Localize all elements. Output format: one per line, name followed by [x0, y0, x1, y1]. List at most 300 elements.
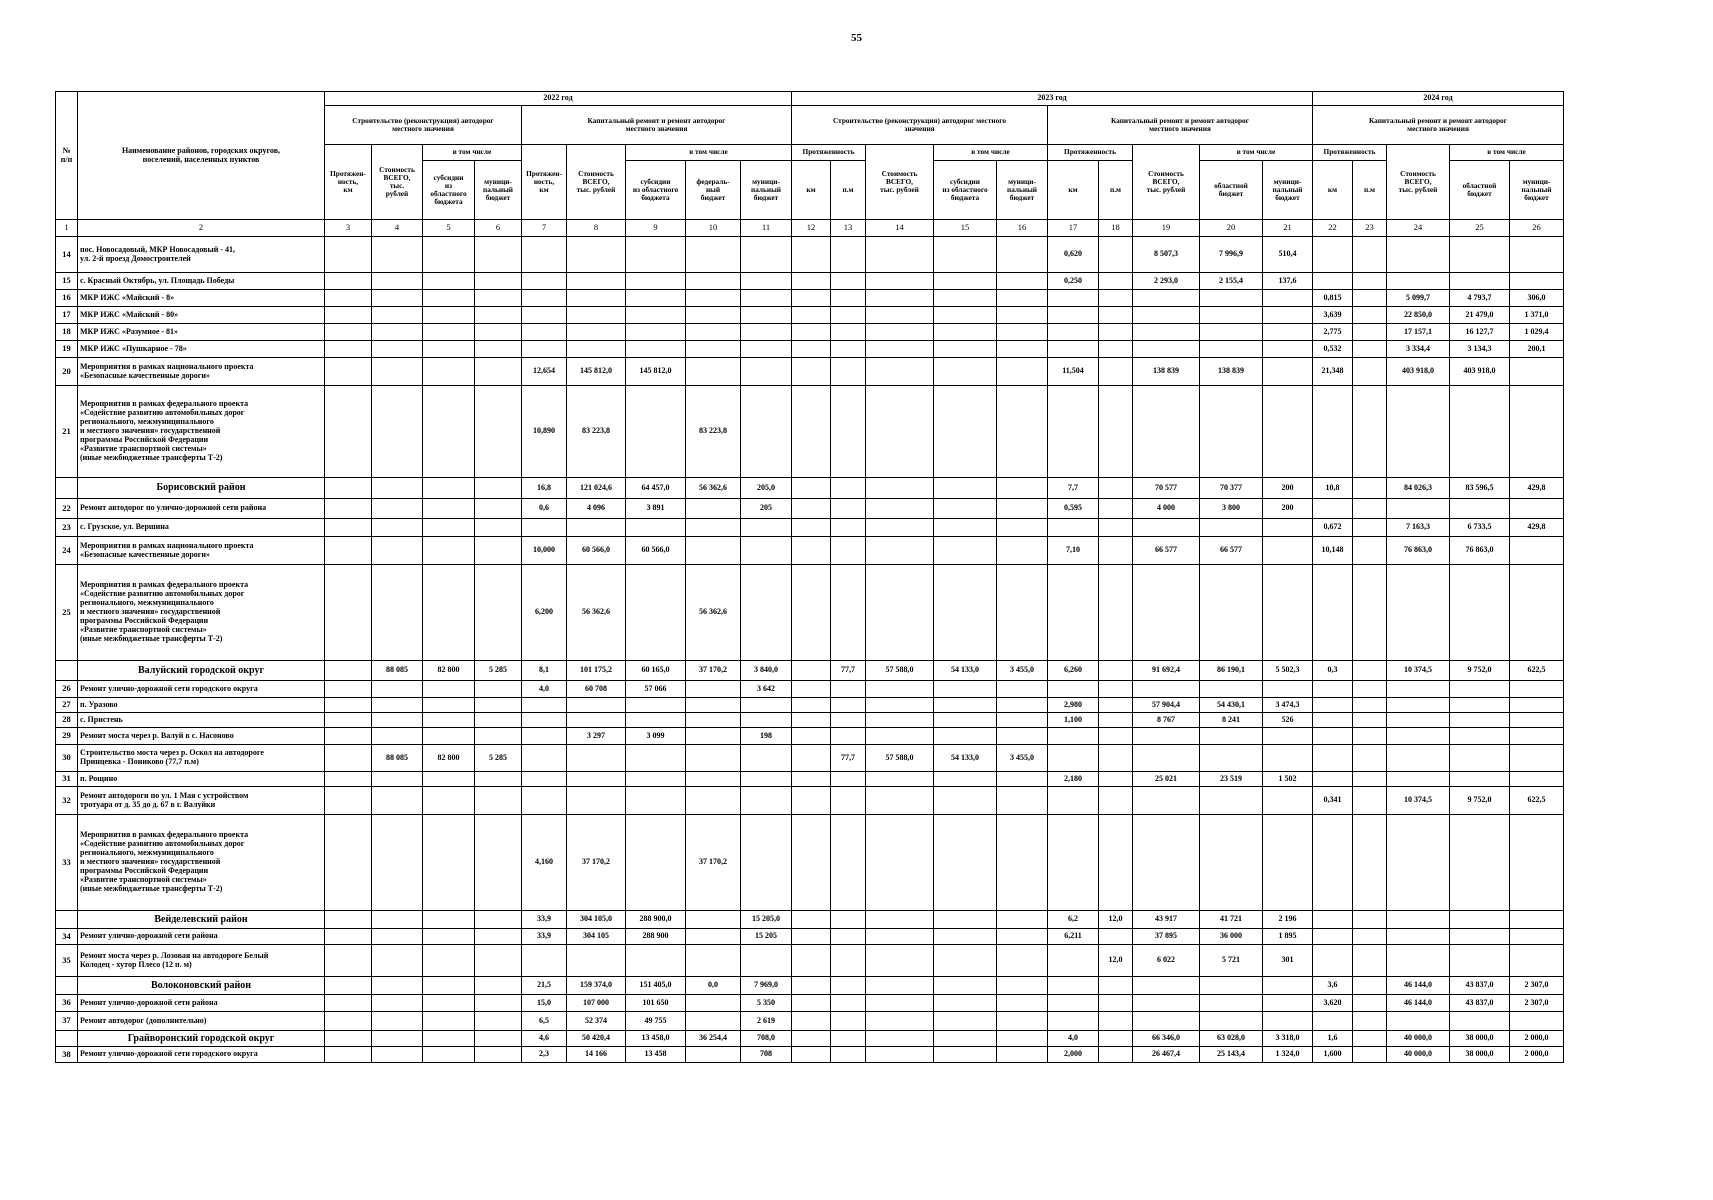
value-cell [1048, 386, 1099, 478]
value-cell [1387, 945, 1450, 977]
column-number: 9 [626, 220, 686, 237]
value-cell [997, 273, 1048, 290]
value-cell: 70 377 [1200, 478, 1263, 499]
value-cell [567, 772, 626, 787]
value-cell [1313, 945, 1353, 977]
value-cell [792, 307, 831, 324]
value-cell [522, 787, 567, 815]
value-cell [325, 307, 372, 324]
value-cell [831, 977, 866, 995]
value-cell [792, 499, 831, 519]
row-number: 27 [56, 698, 78, 713]
value-cell [475, 273, 522, 290]
value-cell [934, 681, 997, 698]
value-cell [1450, 273, 1510, 290]
column-number: 14 [866, 220, 934, 237]
value-cell: 0,672 [1313, 519, 1353, 537]
value-cell [934, 772, 997, 787]
header-in-total: в том числе [423, 145, 522, 161]
value-cell [372, 787, 423, 815]
value-cell [325, 698, 372, 713]
item-name: с. Грузское, ул. Вершина [78, 519, 325, 537]
value-cell [1048, 995, 1099, 1012]
value-cell: 6,211 [1048, 929, 1099, 945]
value-cell [831, 478, 866, 499]
value-cell [423, 713, 475, 728]
value-cell [934, 499, 997, 519]
value-cell [372, 681, 423, 698]
header-km: км [1048, 161, 1099, 220]
header-repair-2022: Капитальный ремонт и ремонт автодорог местного значения [522, 106, 792, 145]
value-cell [1313, 929, 1353, 945]
value-cell [372, 237, 423, 273]
value-cell: 60 566,0 [626, 537, 686, 565]
value-cell [1263, 681, 1313, 698]
value-cell: 6,200 [522, 565, 567, 661]
value-cell [372, 478, 423, 499]
value-cell: 200 [1263, 499, 1313, 519]
value-cell: 3 642 [741, 681, 792, 698]
column-number: 1 [56, 220, 78, 237]
value-cell [1200, 1012, 1263, 1031]
value-cell [475, 237, 522, 273]
value-cell [1353, 681, 1387, 698]
value-cell [792, 681, 831, 698]
value-cell [934, 537, 997, 565]
value-cell [1048, 290, 1099, 307]
value-cell [522, 745, 567, 772]
value-cell [866, 358, 934, 386]
value-cell [997, 386, 1048, 478]
value-cell [934, 341, 997, 358]
value-cell [1450, 772, 1510, 787]
value-cell [325, 537, 372, 565]
column-number: 19 [1133, 220, 1200, 237]
row-number: 24 [56, 537, 78, 565]
value-cell [522, 713, 567, 728]
row-number: 34 [56, 929, 78, 945]
value-cell: 57 904,4 [1133, 698, 1200, 713]
table-row [56, 290, 1564, 307]
value-cell: 37 170,2 [686, 661, 741, 681]
value-cell [325, 273, 372, 290]
value-cell [934, 815, 997, 911]
value-cell [934, 1012, 997, 1031]
value-cell [866, 681, 934, 698]
value-cell: 7 163,3 [1387, 519, 1450, 537]
value-cell [1200, 341, 1263, 358]
value-cell [1133, 1012, 1200, 1031]
header-cost-total: Стоимость ВСЕГО, тыс. рублей [866, 145, 934, 220]
header-length: Протяженность [792, 145, 866, 161]
value-cell [1099, 713, 1133, 728]
value-cell [475, 537, 522, 565]
value-cell: 10,8 [1313, 478, 1353, 499]
value-cell [1450, 698, 1510, 713]
value-cell [1099, 728, 1133, 745]
value-cell: 1,600 [1313, 1047, 1353, 1063]
value-cell: 138 839 [1200, 358, 1263, 386]
item-name: Мероприятия в рамках федерального проекта «Содействие развитию автомобильных дорог регионального, межмуниципального и местного значения» государственной программы Российской Федерации «Развитие транспортной системы» (иные межбюджетные трансферты Т-2) [78, 386, 325, 478]
value-cell [1450, 713, 1510, 728]
value-cell: 429,8 [1510, 519, 1564, 537]
value-cell: 145 812,0 [567, 358, 626, 386]
value-cell [423, 698, 475, 713]
value-cell [567, 945, 626, 977]
value-cell [372, 698, 423, 713]
page-number: 55 [851, 32, 862, 44]
row-number: 38 [56, 1047, 78, 1063]
value-cell [325, 386, 372, 478]
value-cell [372, 358, 423, 386]
table-row [56, 499, 1564, 519]
value-cell [1510, 237, 1564, 273]
value-cell: 2 000,0 [1510, 1047, 1564, 1063]
value-cell [686, 307, 741, 324]
value-cell [1353, 698, 1387, 713]
value-cell [831, 358, 866, 386]
value-cell [831, 290, 866, 307]
item-name: Ремонт автодорог (дополнительно) [78, 1012, 325, 1031]
value-cell [831, 772, 866, 787]
value-cell [423, 537, 475, 565]
value-cell [1387, 273, 1450, 290]
value-cell [997, 945, 1048, 977]
value-cell [1048, 728, 1099, 745]
header-pm: п.м [1099, 161, 1133, 220]
value-cell [997, 237, 1048, 273]
header-municipal: муници- пальный бюджет [741, 161, 792, 220]
value-cell [1099, 290, 1133, 307]
value-cell [325, 945, 372, 977]
value-cell [1313, 698, 1353, 713]
value-cell [1133, 341, 1200, 358]
value-cell: 7,7 [1048, 478, 1099, 499]
value-cell [372, 537, 423, 565]
value-cell: 3,6 [1313, 977, 1353, 995]
row-number: 35 [56, 945, 78, 977]
value-cell [934, 290, 997, 307]
value-cell [325, 341, 372, 358]
value-cell: 3,620 [1313, 995, 1353, 1012]
value-cell [831, 929, 866, 945]
value-cell [1099, 565, 1133, 661]
value-cell: 13 458 [626, 1047, 686, 1063]
value-cell [997, 358, 1048, 386]
value-cell [1313, 1012, 1353, 1031]
value-cell [934, 519, 997, 537]
value-cell [831, 681, 866, 698]
value-cell [997, 290, 1048, 307]
table-row [56, 713, 1564, 728]
table-row [56, 565, 1564, 661]
value-cell [997, 698, 1048, 713]
value-cell [1200, 519, 1263, 537]
value-cell [372, 929, 423, 945]
value-cell [997, 1012, 1048, 1031]
value-cell: 88 085 [372, 661, 423, 681]
value-cell [1099, 519, 1133, 537]
value-cell [475, 911, 522, 929]
item-name: МКР ИЖС «Майский - 80» [78, 307, 325, 324]
value-cell: 57 588,0 [866, 745, 934, 772]
value-cell [831, 1047, 866, 1063]
district-row [56, 478, 1564, 499]
value-cell [567, 324, 626, 341]
value-cell [1133, 977, 1200, 995]
value-cell [686, 772, 741, 787]
value-cell [1450, 728, 1510, 745]
value-cell [372, 386, 423, 478]
value-cell: 56 362,6 [567, 565, 626, 661]
value-cell [1353, 728, 1387, 745]
value-cell [1099, 341, 1133, 358]
value-cell: 36 000 [1200, 929, 1263, 945]
value-cell [1450, 929, 1510, 945]
value-cell [1099, 1012, 1133, 1031]
value-cell: 76 863,0 [1450, 537, 1510, 565]
value-cell [522, 772, 567, 787]
value-cell [831, 911, 866, 929]
value-cell [423, 290, 475, 307]
value-cell [325, 358, 372, 386]
value-cell [1263, 537, 1313, 565]
value-cell [325, 815, 372, 911]
value-cell [866, 1031, 934, 1047]
row-number: 20 [56, 358, 78, 386]
column-number: 16 [997, 220, 1048, 237]
value-cell [423, 307, 475, 324]
value-cell: 10 374,5 [1387, 787, 1450, 815]
value-cell [741, 537, 792, 565]
value-cell [522, 945, 567, 977]
value-cell [1387, 772, 1450, 787]
header-federal: федераль- ный бюджет [686, 161, 741, 220]
value-cell [792, 772, 831, 787]
value-cell: 1 895 [1263, 929, 1313, 945]
value-cell [934, 977, 997, 995]
value-cell [522, 728, 567, 745]
value-cell [866, 815, 934, 911]
column-number: 10 [686, 220, 741, 237]
value-cell [1510, 698, 1564, 713]
district-name: Валуйский городской округ [78, 661, 325, 681]
value-cell [475, 478, 522, 499]
value-cell: 6 022 [1133, 945, 1200, 977]
value-cell [1353, 386, 1387, 478]
value-cell [934, 713, 997, 728]
value-cell [1353, 945, 1387, 977]
value-cell [325, 911, 372, 929]
header-municipal: муници- пальный бюджет [475, 161, 522, 220]
column-number: 25 [1450, 220, 1510, 237]
header-repair-2024: Капитальный ремонт и ремонт автодорог местного значения [1313, 106, 1564, 145]
column-number: 22 [1313, 220, 1353, 237]
value-cell: 3 474,3 [1263, 698, 1313, 713]
value-cell [1387, 386, 1450, 478]
column-number: 8 [567, 220, 626, 237]
value-cell [1510, 728, 1564, 745]
value-cell: 60 165,0 [626, 661, 686, 681]
value-cell: 622,5 [1510, 787, 1564, 815]
value-cell [934, 911, 997, 929]
value-cell [372, 324, 423, 341]
district-name: Волоконовский район [78, 977, 325, 995]
value-cell [934, 787, 997, 815]
table-row [56, 995, 1564, 1012]
value-cell: 66 346,0 [1133, 1031, 1200, 1047]
table-row [56, 537, 1564, 565]
value-cell: 66 577 [1133, 537, 1200, 565]
value-cell [1387, 929, 1450, 945]
value-cell: 0,0 [686, 977, 741, 995]
value-cell [522, 307, 567, 324]
value-cell: 16,8 [522, 478, 567, 499]
value-cell: 3 334,4 [1387, 341, 1450, 358]
value-cell [567, 307, 626, 324]
value-cell [997, 772, 1048, 787]
value-cell: 7 969,0 [741, 977, 792, 995]
value-cell [686, 787, 741, 815]
value-cell [831, 945, 866, 977]
value-cell: 9 752,0 [1450, 661, 1510, 681]
value-cell [423, 728, 475, 745]
value-cell: 60 566,0 [567, 537, 626, 565]
value-cell [1353, 1031, 1387, 1047]
value-cell: 1 371,0 [1510, 307, 1564, 324]
value-cell: 76 863,0 [1387, 537, 1450, 565]
value-cell [1313, 745, 1353, 772]
value-cell [1510, 681, 1564, 698]
value-cell: 2 196 [1263, 911, 1313, 929]
value-cell [1200, 815, 1263, 911]
value-cell [934, 698, 997, 713]
value-cell [792, 478, 831, 499]
value-cell [1353, 519, 1387, 537]
row-number [56, 478, 78, 499]
value-cell: 151 405,0 [626, 977, 686, 995]
row-number: 33 [56, 815, 78, 911]
value-cell [567, 273, 626, 290]
value-cell [626, 772, 686, 787]
value-cell [831, 341, 866, 358]
item-name: Ремонт моста через р. Валуй в с. Насоново [78, 728, 325, 745]
value-cell [372, 1047, 423, 1063]
value-cell [792, 537, 831, 565]
value-cell [423, 945, 475, 977]
value-cell [1099, 815, 1133, 911]
value-cell: 8,1 [522, 661, 567, 681]
value-cell: 46 144,0 [1387, 977, 1450, 995]
value-cell [1263, 977, 1313, 995]
value-cell: 91 692,4 [1133, 661, 1200, 681]
value-cell: 37 170,2 [686, 815, 741, 911]
value-cell [626, 341, 686, 358]
value-cell [475, 519, 522, 537]
value-cell [325, 713, 372, 728]
value-cell: 2,180 [1048, 772, 1099, 787]
value-cell [423, 815, 475, 911]
value-cell [866, 911, 934, 929]
value-cell [686, 537, 741, 565]
value-cell [325, 661, 372, 681]
value-cell [1353, 290, 1387, 307]
value-cell [934, 386, 997, 478]
value-cell: 138 839 [1133, 358, 1200, 386]
value-cell: 56 362,6 [686, 478, 741, 499]
value-cell [934, 237, 997, 273]
value-cell [686, 995, 741, 1012]
value-cell [792, 358, 831, 386]
value-cell: 1 502 [1263, 772, 1313, 787]
value-cell [866, 324, 934, 341]
value-cell [1200, 745, 1263, 772]
table-row [56, 237, 1564, 273]
value-cell: 2 307,0 [1510, 977, 1564, 995]
value-cell [831, 565, 866, 661]
value-cell: 288 900 [626, 929, 686, 945]
value-cell [831, 237, 866, 273]
value-cell [1200, 977, 1263, 995]
value-cell: 56 362,6 [686, 565, 741, 661]
value-cell [475, 358, 522, 386]
value-cell [423, 911, 475, 929]
value-cell [325, 745, 372, 772]
road-works-table-container [55, 91, 1564, 1063]
value-cell [1353, 358, 1387, 386]
value-cell: 1 324,0 [1263, 1047, 1313, 1063]
value-cell [1133, 787, 1200, 815]
header-in-total: в том числе [1200, 145, 1313, 161]
value-cell: 8 767 [1133, 713, 1200, 728]
header-year-2024: 2024 год [1313, 92, 1564, 106]
value-cell [325, 1047, 372, 1063]
value-cell: 10,000 [522, 537, 567, 565]
value-cell [475, 728, 522, 745]
value-cell [372, 911, 423, 929]
value-cell [475, 499, 522, 519]
value-cell [475, 341, 522, 358]
row-number: 14 [56, 237, 78, 273]
value-cell [1099, 745, 1133, 772]
value-cell: 4,0 [1048, 1031, 1099, 1047]
header-in-total: в том числе [626, 145, 792, 161]
value-cell [997, 911, 1048, 929]
value-cell: 22 850,0 [1387, 307, 1450, 324]
value-cell [1450, 1012, 1510, 1031]
value-cell: 12,0 [1099, 945, 1133, 977]
value-cell [372, 815, 423, 911]
table-row [56, 929, 1564, 945]
value-cell: 16 127,7 [1450, 324, 1510, 341]
value-cell: 3 134,3 [1450, 341, 1510, 358]
value-cell [686, 929, 741, 945]
value-cell: 37 895 [1133, 929, 1200, 945]
column-number: 18 [1099, 220, 1133, 237]
row-number: 17 [56, 307, 78, 324]
value-cell [1099, 772, 1133, 787]
value-cell [792, 945, 831, 977]
value-cell [866, 499, 934, 519]
item-name: п. Рощино [78, 772, 325, 787]
value-cell [792, 911, 831, 929]
value-cell [741, 787, 792, 815]
value-cell: 23 519 [1200, 772, 1263, 787]
value-cell [1263, 519, 1313, 537]
value-cell [686, 358, 741, 386]
table-row [56, 787, 1564, 815]
value-cell: 15 205,0 [741, 911, 792, 929]
